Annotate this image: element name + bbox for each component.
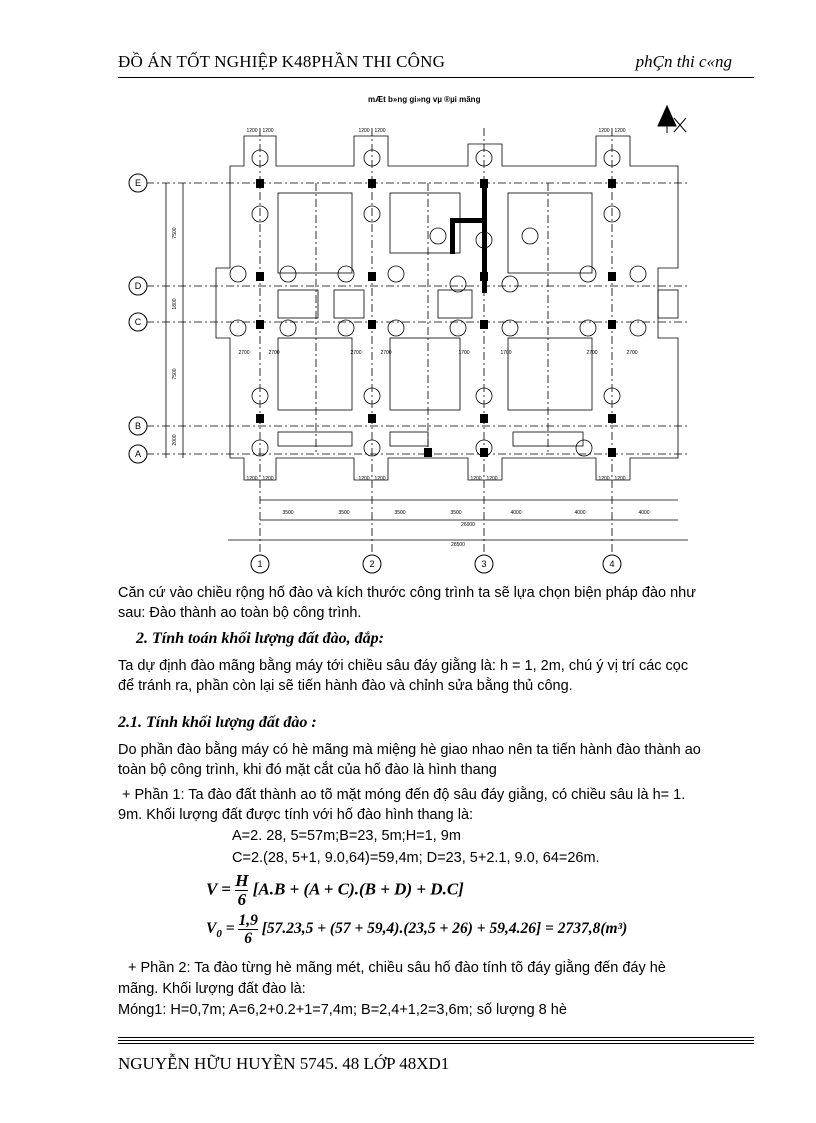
axis-bubble-E bbox=[129, 174, 147, 192]
paragraph-4-line-3: A=2. 28, 5=57m;B=23, 5m;H=1, 9m bbox=[232, 828, 461, 844]
axis-bubble-D bbox=[129, 277, 147, 295]
svg-text:A: A bbox=[134, 449, 142, 459]
svg-text:1200: 1200 bbox=[598, 128, 610, 134]
eq2-denominator: 6 bbox=[244, 930, 252, 947]
svg-text:1200: 1200 bbox=[246, 128, 258, 134]
svg-text:2700: 2700 bbox=[350, 350, 362, 356]
axis-bubble-C bbox=[129, 313, 147, 331]
paragraph-4-line-2: 9m. Khối lượng đất được tính với hố đào hình thang là: bbox=[118, 807, 474, 823]
paragraph-3-line-2: toàn bộ công trình, khi đó mặt cắt của hố đào là hình thang bbox=[118, 762, 497, 778]
drawing-title: mÆt b»ng gi»ng vµ ®µi mãng bbox=[368, 95, 481, 104]
svg-text:3500: 3500 bbox=[394, 510, 406, 516]
header-rule bbox=[118, 77, 754, 78]
paragraph-5-line-2: mãng. Khối lượng đất đào là: bbox=[118, 981, 306, 997]
svg-text:C: C bbox=[134, 317, 142, 327]
eq2-rhs: [57.23,5 + (57 + 59,4).(23,5 + 26) + 59,4.26] = 2737,8(m³) bbox=[261, 920, 628, 938]
svg-text:2000: 2000 bbox=[172, 434, 178, 446]
svg-text:28500: 28500 bbox=[451, 542, 465, 548]
svg-text:7500: 7500 bbox=[172, 368, 178, 380]
axis-bubble-3 bbox=[475, 555, 493, 573]
footer-rule-2 bbox=[118, 1040, 754, 1041]
paragraph-1-line-2: sau: Đào thành ao toàn bộ công trình. bbox=[118, 605, 362, 621]
eq2-lhs: V bbox=[206, 920, 217, 938]
svg-text:1200: 1200 bbox=[598, 476, 610, 482]
svg-text:4000: 4000 bbox=[574, 510, 586, 516]
svg-text:1800: 1800 bbox=[172, 298, 178, 310]
svg-text:2: 2 bbox=[369, 559, 375, 569]
svg-text:1200: 1200 bbox=[374, 128, 386, 134]
svg-text:7500: 7500 bbox=[172, 227, 178, 239]
svg-text:2700: 2700 bbox=[238, 350, 250, 356]
svg-text:1700: 1700 bbox=[500, 350, 512, 356]
paragraph-4-line-4: C=2.(28, 5+1, 9.0,64)=59,4m; D=23, 5+2.1, 9.0, 64=26m. bbox=[232, 850, 600, 866]
page-footer: NGUYỄN HỮU HUYỀN 5745. 48 LỚP 48XD1 bbox=[118, 1054, 450, 1073]
header-title: ĐỒ ÁN TỐT NGHIỆP K48PHẦN THI CÔNG bbox=[118, 52, 446, 71]
paragraph-4-line-1: + Phần 1: Ta đào đất thành ao tõ mặt móng đến độ sâu đáy giằng, có chiều sâu là h= 1. bbox=[122, 787, 686, 803]
svg-text:2700: 2700 bbox=[626, 350, 638, 356]
svg-text:1200: 1200 bbox=[614, 128, 626, 134]
svg-text:1200: 1200 bbox=[374, 476, 386, 482]
paragraph-3-line-1: Do phần đào bằng máy có hè mãng mà miệng hè giao nhao nên ta tiến hành đào thành ao bbox=[118, 742, 701, 758]
svg-text:1: 1 bbox=[257, 559, 263, 569]
footer-rule-1 bbox=[118, 1037, 754, 1038]
svg-text:1700: 1700 bbox=[458, 350, 470, 356]
foundation-plan-drawing bbox=[118, 88, 698, 578]
eq1-denominator: 6 bbox=[237, 890, 247, 909]
svg-text:D: D bbox=[134, 281, 142, 291]
paragraph-1-line-1: Căn cứ vào chiều rộng hố đào và kích thước công trình ta sẽ lựa chọn biện pháp đào như bbox=[118, 585, 696, 601]
svg-text:E: E bbox=[134, 178, 142, 188]
paragraph-2-line-1: Ta dự định đào mãng bằng máy tới chiều sâu đáy giằng là: h = 1, 2m, chú ý vị trí các cọc bbox=[118, 658, 689, 674]
svg-text:3500: 3500 bbox=[450, 510, 462, 516]
equation-volume-formula: V = $\frac{H}{6}$ [A.B + (A + C).(B + D) + D.C] bbox=[206, 871, 464, 909]
equation-volume-value: $V_0$ = $\frac{1,9}{6}$ [57.23,5 + (57 + 59,4).(23,5 + 26) + 59,4.26] = 2737,8(m³) bbox=[206, 912, 628, 947]
heading-2: 2. Tính toán khối lượng đất đào, đắp: bbox=[136, 630, 384, 647]
axis-bubble-1 bbox=[251, 555, 269, 573]
eq1-numerator: H bbox=[235, 871, 249, 890]
heading-2-1: 2.1. Tính khối lượng đất đào : bbox=[118, 714, 317, 731]
svg-text:4000: 4000 bbox=[510, 510, 522, 516]
svg-text:4: 4 bbox=[609, 559, 615, 569]
svg-text:1200: 1200 bbox=[246, 476, 258, 482]
axis-bubble-4 bbox=[603, 555, 621, 573]
paragraph-5-line-3: Móng1: H=0,7m; A=6,2+0.2+1=7,4m; B=2,4+1,2=3,6m; số lượng 8 hè bbox=[118, 1002, 567, 1018]
axis-bubble-2 bbox=[363, 555, 381, 573]
svg-text:1200: 1200 bbox=[262, 476, 274, 482]
north-arrow-icon bbox=[658, 106, 686, 133]
svg-text:1200: 1200 bbox=[486, 476, 498, 482]
page-header bbox=[118, 52, 738, 76]
eq1-rhs: [A.B + (A + C).(B + D) + D.C] bbox=[252, 879, 464, 899]
svg-text:3500: 3500 bbox=[282, 510, 294, 516]
eq1-lhs: V bbox=[206, 879, 218, 899]
svg-text:2700: 2700 bbox=[586, 350, 598, 356]
axis-bubble-A bbox=[129, 445, 147, 463]
axis-bubble-B bbox=[129, 417, 147, 435]
footer-rule-3 bbox=[118, 1043, 754, 1044]
svg-text:26000: 26000 bbox=[461, 522, 475, 528]
paragraph-5-line-1: + Phần 2: Ta đào từng hè mãng mét, chiều sâu hố đào tính tõ đáy giằng đến đáy hè bbox=[128, 960, 666, 976]
paragraph-2-line-2: để tránh ra, phần còn lại sẽ tiến hành đào và chỉnh sửa bằng thủ công. bbox=[118, 678, 573, 694]
svg-text:3500: 3500 bbox=[338, 510, 350, 516]
svg-text:4000: 4000 bbox=[638, 510, 650, 516]
svg-text:1200: 1200 bbox=[358, 476, 370, 482]
svg-text:1200: 1200 bbox=[470, 476, 482, 482]
header-section: phÇn thi c«ng bbox=[635, 52, 732, 71]
eq2-sub: 0 bbox=[216, 928, 222, 941]
svg-text:1200: 1200 bbox=[262, 128, 274, 134]
svg-text:3: 3 bbox=[481, 559, 487, 569]
svg-text:2700: 2700 bbox=[380, 350, 392, 356]
svg-text:2700: 2700 bbox=[268, 350, 280, 356]
svg-text:1200: 1200 bbox=[358, 128, 370, 134]
eq2-numerator: 1,9 bbox=[238, 912, 258, 929]
svg-text:B: B bbox=[134, 421, 142, 431]
svg-text:1200: 1200 bbox=[614, 476, 626, 482]
